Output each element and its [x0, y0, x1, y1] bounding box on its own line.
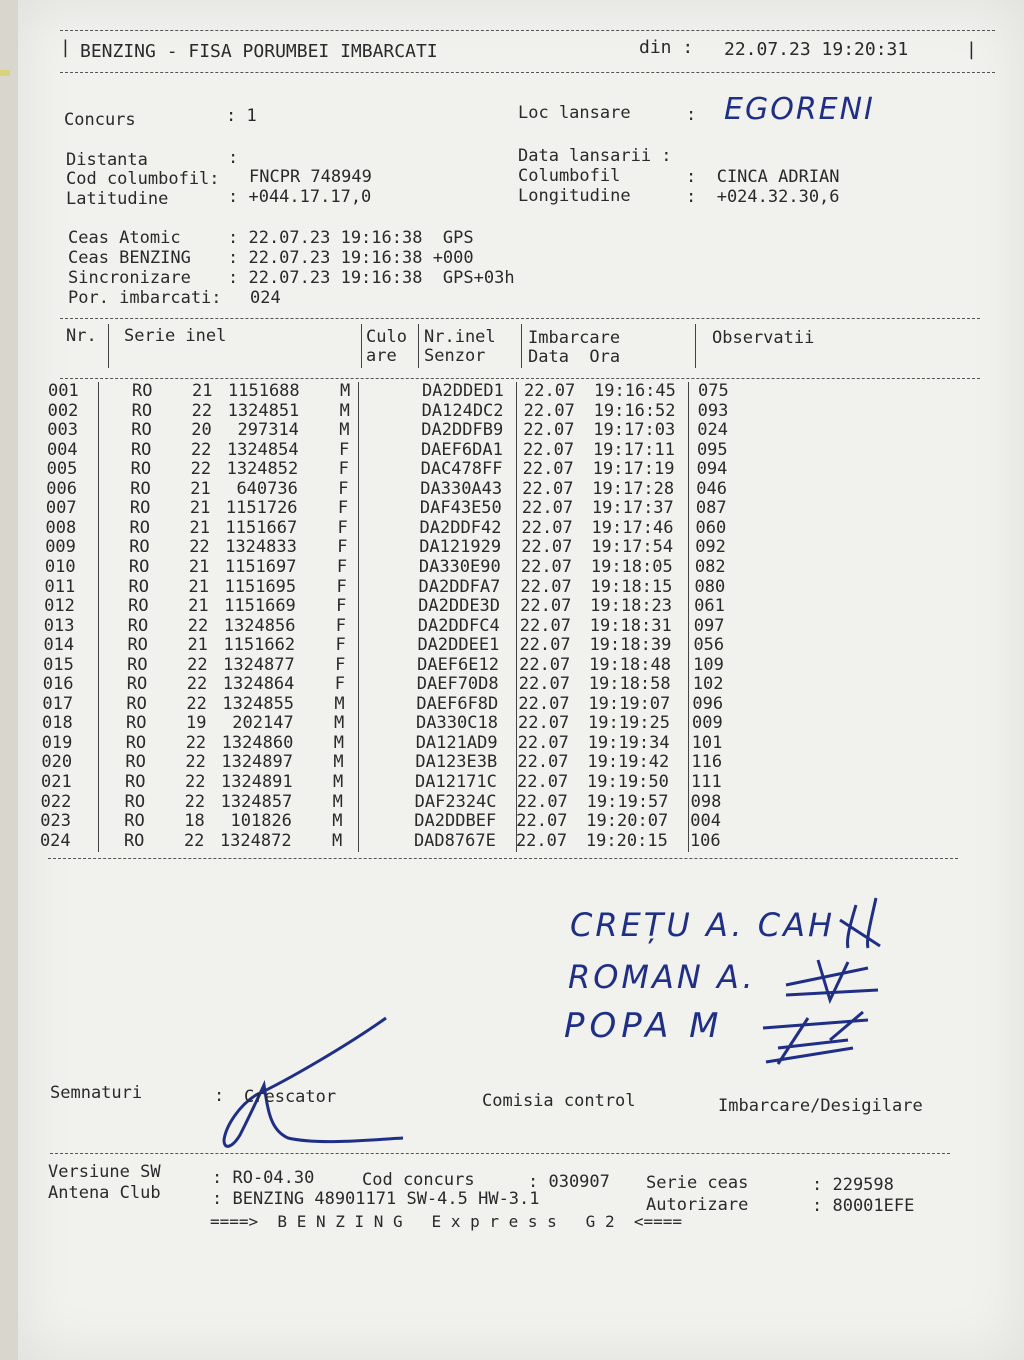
row-year: 22 [189, 537, 210, 558]
row-sex: F [337, 498, 349, 519]
row-country: RO [130, 439, 152, 460]
row-sensor: DA121AD9 [415, 732, 498, 753]
loc-lansare-label: Loc lansare [518, 103, 631, 123]
row-ring: 1324851 [227, 400, 300, 421]
crescator-label: Crescator [244, 1087, 337, 1107]
row-time: 19:17:46 [591, 517, 674, 538]
row-nr: 015 [43, 654, 74, 675]
row-obs: 094 [696, 459, 728, 480]
header-left-bar: | [60, 37, 71, 58]
row-year: 21 [187, 635, 208, 656]
row-ring: 1324855 [222, 693, 295, 714]
row-time: 19:19:57 [586, 791, 669, 812]
row-year: 21 [188, 576, 209, 597]
row-nr: 023 [40, 811, 72, 832]
row-date: 22.07 [515, 830, 568, 851]
row-year: 22 [187, 654, 208, 675]
imbarcare-desigilare-label: Imbarcare/Desigilare [718, 1096, 923, 1116]
row-time: 19:19:50 [587, 772, 669, 792]
footer-top-rule [50, 1153, 950, 1154]
row-obs: 116 [691, 752, 723, 773]
row-sex: F [338, 439, 350, 460]
row-date: 22.07 [516, 791, 568, 812]
row-country: RO [124, 811, 145, 832]
row-obs: 056 [693, 635, 725, 656]
handwritten-name-1: CREȚU A. CAH [570, 906, 836, 944]
row-date: 22.07 [520, 556, 573, 577]
row-nr: 008 [45, 517, 77, 538]
row-year: 22 [190, 439, 212, 460]
row-sex: M [340, 381, 351, 401]
versiune-label: Versiune SW [48, 1162, 161, 1182]
ceas-atomic-value: : 22.07.23 19:16:38 GPS [228, 228, 474, 248]
row-country: RO [125, 752, 146, 773]
distanta-label: Distanta [66, 150, 148, 170]
row-country: RO [130, 478, 151, 499]
benzing-banner: ====> B E N Z I N G E x p r e s s G 2 <==== [210, 1212, 683, 1231]
row-sex: F [335, 635, 346, 656]
row-nr: 016 [42, 674, 74, 695]
cod-columbofil-label: Cod columbofil: [66, 169, 220, 189]
row-date: 22.07 [518, 693, 570, 714]
row-sex: M [334, 693, 345, 714]
row-year: 22 [186, 693, 207, 714]
row-time: 19:18:48 [589, 654, 671, 675]
row-country: RO [130, 459, 152, 480]
din-value: 22.07.23 19:20:31 [724, 39, 909, 60]
longitudine-label: Longitudine [518, 186, 631, 206]
row-time: 19:16:45 [594, 381, 676, 401]
row-nr: 022 [40, 791, 72, 812]
row-sensor: DA2DDF42 [419, 517, 502, 538]
left-edge-tab [0, 70, 10, 76]
semnaturi-colon: : [214, 1086, 225, 1106]
por-imbarcati-value: 024 [250, 288, 281, 308]
row-country: RO [128, 596, 149, 617]
row-nr: 004 [46, 439, 78, 460]
row-ring: 1324877 [223, 654, 295, 675]
row-sensor: DA330C18 [416, 713, 498, 734]
row-obs: 087 [695, 498, 727, 519]
row-country: RO [125, 772, 146, 792]
row-year: 22 [185, 732, 207, 753]
row-sensor: DA2DDFC4 [417, 615, 500, 636]
row-year: 19 [186, 713, 207, 734]
row-obs: 004 [690, 811, 722, 832]
row-date: 22.07 [521, 517, 573, 538]
row-year: 22 [191, 400, 213, 421]
latitudine-label: Latitudine [66, 189, 169, 209]
row-ring: 1324852 [226, 459, 299, 480]
loc-lansare-handwritten: EGORENI [724, 92, 875, 127]
row-obs: 096 [692, 693, 724, 714]
row-sex: M [332, 791, 343, 812]
row-time: 19:18:58 [588, 674, 671, 695]
row-ring: 1151726 [225, 498, 298, 519]
row-country: RO [127, 654, 148, 675]
row-sensor: DAF2324C [414, 791, 497, 812]
row-year: 21 [189, 498, 211, 519]
row-year: 22 [183, 830, 205, 851]
row-nr: 005 [46, 459, 78, 480]
row-ring: 1324864 [222, 674, 295, 695]
row-year: 21 [188, 556, 210, 577]
row-nr: 010 [44, 556, 76, 577]
semnaturi-label: Semnaturi [50, 1083, 143, 1103]
row-nr: 002 [47, 400, 79, 421]
col-imbarcare-header-2: Data Ora [528, 347, 621, 367]
handwritten-name-2: ROMAN A. [568, 958, 756, 996]
row-country: RO [129, 498, 151, 519]
ink-signatures [18, 0, 1024, 1360]
row-sex: M [331, 830, 343, 851]
row-ring: 1151697 [224, 556, 297, 577]
row-sex: F [335, 615, 347, 636]
data-lansarii-label: Data lansarii : [518, 146, 672, 166]
sincronizare-value: : 22.07.23 19:16:38 GPS+03h [228, 268, 515, 288]
row-year: 21 [190, 478, 211, 499]
row-time: 19:16:52 [593, 400, 676, 421]
row-obs: 075 [698, 381, 729, 401]
row-obs: 009 [692, 713, 723, 734]
row-date: 22.07 [516, 811, 568, 832]
printout-sheet [18, 0, 1024, 1360]
row-year: 22 [185, 752, 206, 773]
concurs-label: Concurs [64, 110, 136, 130]
versiune-value: : RO-04.30 [212, 1168, 315, 1188]
col-nrinel-header-2: Senzor [424, 346, 486, 366]
row-date: 22.07 [524, 381, 576, 401]
row-time: 19:18:31 [589, 615, 672, 636]
row-time: 19:20:15 [585, 830, 668, 851]
left-edge [0, 0, 18, 1360]
row-country: RO [126, 713, 147, 734]
row-sensor: DAF43E50 [419, 498, 502, 519]
comisia-control-label: Comisia control [482, 1091, 636, 1111]
row-ring: 297314 [237, 420, 299, 441]
row-obs: 093 [697, 400, 729, 421]
row-ring: 202147 [232, 713, 294, 734]
row-nr: 020 [41, 752, 73, 773]
distanta-value: : [228, 148, 239, 168]
latitudine-value: : +044.17.17,0 [228, 187, 372, 207]
row-time: 19:19:34 [587, 732, 670, 753]
row-sex: F [338, 459, 349, 480]
row-nr: 007 [45, 498, 77, 519]
row-obs: 046 [696, 478, 727, 499]
ceas-benzing-value: : 22.07.23 19:16:38 +000 [228, 248, 474, 268]
row-year: 22 [187, 615, 209, 636]
row-time: 19:18:05 [590, 556, 673, 577]
row-date: 22.07 [522, 459, 574, 480]
row-nr: 009 [45, 537, 76, 558]
row-time: 19:17:28 [592, 478, 675, 499]
row-ring: 1151669 [224, 596, 296, 617]
row-year: 20 [191, 420, 212, 441]
row-sex: M [333, 732, 344, 753]
row-country: RO [129, 537, 150, 558]
row-sensor: DA124DC2 [421, 400, 504, 421]
row-date: 22.07 [521, 498, 574, 519]
row-date: 22.07 [517, 732, 569, 753]
signature-scribble-1 [840, 898, 880, 948]
row-obs: 092 [695, 537, 726, 558]
cod-concurs-label: Cod concurs [362, 1170, 475, 1190]
row-sensor: DA330E90 [418, 556, 501, 577]
row-ring: 101826 [230, 811, 292, 832]
row-date: 22.07 [521, 537, 573, 558]
row-sex: F [337, 517, 348, 538]
row-obs: 080 [694, 576, 726, 597]
row-obs: 082 [694, 556, 726, 577]
row-country: RO [126, 674, 148, 695]
row-time: 19:18:39 [589, 635, 672, 656]
row-obs: 098 [690, 791, 722, 812]
row-sensor: DA12171C [415, 772, 497, 792]
row-country: RO [131, 400, 153, 421]
row-date: 22.07 [522, 478, 574, 499]
row-time: 19:18:15 [590, 576, 673, 597]
row-sensor: DA2DDE3D [418, 596, 501, 617]
row-ring: 1324854 [226, 439, 299, 460]
ceas-benzing-label: Ceas BENZING [68, 248, 191, 268]
row-sex: F [336, 576, 347, 597]
row-sensor: DA121929 [419, 537, 502, 558]
row-sensor: DAD8767E [413, 830, 496, 851]
row-date: 22.07 [520, 596, 572, 617]
row-country: RO [128, 556, 150, 577]
row-sex: M [333, 772, 344, 792]
loc-lansare-colon: : [686, 105, 697, 125]
row-nr: 011 [44, 576, 76, 597]
row-sex: M [332, 811, 343, 832]
row-country: RO [127, 635, 148, 656]
row-ring: 1151688 [228, 381, 300, 401]
row-nr: 003 [47, 420, 79, 441]
por-imbarcati-label: Por. imbarcati: [68, 288, 222, 308]
row-date: 22.07 [518, 674, 570, 695]
row-country: RO [127, 615, 149, 636]
row-sensor: DAC478FF [420, 459, 503, 480]
col-culoare-header-2: are [366, 346, 397, 366]
columbofil-value: : CINCA ADRIAN [686, 167, 840, 187]
row-time: 19:19:25 [588, 713, 670, 734]
serie-ceas-value: : 229598 [812, 1175, 894, 1195]
row-nr: 012 [44, 596, 75, 617]
concurs-value: : 1 [226, 106, 257, 126]
columbofil-label: Columbofil [518, 166, 621, 186]
row-obs: 109 [693, 654, 724, 675]
autorizare-value: : 80001EFE [812, 1196, 915, 1216]
row-sex: M [334, 713, 345, 734]
row-time: 19:17:03 [593, 420, 676, 441]
header-right-bar: | [966, 39, 977, 60]
row-date: 22.07 [520, 576, 572, 597]
row-ring: 1324833 [225, 537, 297, 558]
row-sensor: DA2DDED1 [422, 381, 504, 401]
row-year: 21 [192, 381, 213, 401]
row-ring: 1151667 [225, 517, 298, 538]
row-sensor: DAEF6E12 [417, 654, 499, 675]
sincronizare-label: Sincronizare [68, 268, 191, 288]
row-sex: M [339, 420, 350, 441]
row-date: 22.07 [523, 400, 575, 421]
row-sex: F [335, 654, 346, 675]
row-nr: 017 [42, 693, 74, 714]
row-time: 19:17:37 [591, 498, 674, 519]
row-sex: M [333, 752, 344, 773]
row-sensor: DAEF70D8 [416, 674, 499, 695]
row-date: 22.07 [518, 713, 570, 734]
col-imbarcare-header-1: Imbarcare [528, 328, 621, 348]
row-ring: 1324860 [221, 732, 294, 753]
row-sensor: DA2DDEE1 [417, 635, 500, 656]
row-obs: 060 [695, 517, 727, 538]
row-sensor: DA330A43 [420, 478, 503, 499]
signature-scribble-3 [763, 1012, 868, 1064]
row-ring: 1324872 [219, 830, 292, 851]
row-date: 22.07 [519, 615, 571, 636]
signature-scribble-2 [786, 960, 878, 1000]
col-serie-header: Serie inel [124, 326, 227, 346]
row-country: RO [129, 517, 151, 538]
row-obs: 095 [696, 439, 728, 460]
col-nrinel-header-1: Nr.inel [424, 327, 496, 347]
row-date: 22.07 [522, 439, 575, 460]
row-ring: 1151662 [223, 635, 296, 656]
col-culoare-header-1: Culo [366, 327, 407, 347]
row-sex: F [336, 556, 348, 577]
autorizare-label: Autorizare [646, 1195, 749, 1215]
row-sex: F [337, 537, 348, 558]
row-sensor: DA2DDFA7 [418, 576, 501, 597]
row-sensor: DA123E3B [415, 752, 498, 773]
row-time: 19:17:54 [591, 537, 674, 558]
row-time: 19:20:07 [586, 811, 669, 832]
cod-concurs-value: : 030907 [528, 1172, 610, 1192]
row-obs: 024 [697, 420, 729, 441]
row-ring: 1324856 [223, 615, 296, 636]
row-nr: 018 [42, 713, 73, 734]
row-obs: 111 [691, 772, 722, 792]
row-nr: 019 [41, 732, 73, 753]
row-country: RO [125, 732, 147, 753]
row-time: 19:17:19 [592, 459, 675, 480]
row-date: 22.07 [517, 752, 569, 773]
col-observatii-header: Observatii [712, 328, 815, 348]
row-country: RO [124, 791, 146, 812]
row-obs: 106 [689, 830, 721, 851]
row-country: RO [123, 830, 145, 851]
page-title: BENZING - FISA PORUMBEI IMBARCATI [80, 41, 438, 62]
row-country: RO [126, 693, 147, 714]
row-obs: 101 [691, 732, 723, 753]
antena-club-value: : BENZING 48901171 SW-4.5 HW-3.1 [212, 1189, 540, 1209]
row-year: 21 [189, 517, 211, 538]
row-sex: F [336, 596, 347, 617]
antena-club-label: Antena Club [48, 1183, 161, 1203]
row-year: 21 [188, 596, 209, 617]
row-nr: 013 [43, 615, 75, 636]
row-obs: 097 [693, 615, 725, 636]
row-nr: 006 [46, 478, 77, 499]
row-time: 19:19:42 [587, 752, 670, 773]
row-country: RO [128, 576, 149, 597]
row-sensor: DAEF6DA1 [420, 439, 503, 460]
row-ring: 1324891 [221, 772, 293, 792]
row-time: 19:19:07 [588, 693, 671, 714]
row-sensor: DAEF6F8D [416, 693, 499, 714]
row-sensor: DA2DDFB9 [421, 420, 504, 441]
row-date: 22.07 [523, 420, 575, 441]
longitudine-value: : +024.32.30,6 [686, 187, 840, 207]
row-country: RO [132, 381, 153, 401]
row-time: 19:17:11 [592, 439, 675, 460]
cod-columbofil-value: FNCPR 748949 [249, 167, 372, 187]
din-label: din : [639, 37, 694, 58]
serie-ceas-label: Serie ceas [646, 1173, 749, 1193]
row-obs: 102 [692, 674, 724, 695]
row-nr: 001 [48, 381, 79, 401]
row-date: 22.07 [519, 635, 571, 656]
row-date: 22.07 [517, 772, 569, 792]
row-sex: F [338, 478, 349, 499]
row-ring: 640736 [236, 478, 298, 499]
col-nr-header: Nr. [66, 326, 97, 346]
row-country: RO [131, 420, 152, 441]
row-nr: 024 [39, 830, 71, 851]
row-obs: 061 [694, 596, 725, 617]
crescator-signature [224, 1018, 403, 1146]
row-nr: 021 [41, 772, 72, 792]
row-sensor: DA2DDBEF [414, 811, 497, 832]
row-date: 22.07 [519, 654, 571, 675]
row-ring: 1151695 [224, 576, 297, 597]
row-ring: 1324897 [221, 752, 293, 773]
row-sex: F [334, 674, 345, 695]
row-year: 22 [190, 459, 212, 480]
ceas-atomic-label: Ceas Atomic [68, 228, 181, 248]
row-nr: 014 [43, 635, 75, 656]
row-year: 22 [184, 791, 206, 812]
row-time: 19:18:23 [590, 596, 673, 617]
row-sex: M [339, 400, 350, 421]
row-year: 22 [186, 674, 208, 695]
row-year: 22 [185, 772, 206, 792]
handwritten-name-3: POPA M [564, 1006, 724, 1046]
row-ring: 1324857 [220, 791, 293, 812]
row-year: 18 [184, 811, 205, 832]
